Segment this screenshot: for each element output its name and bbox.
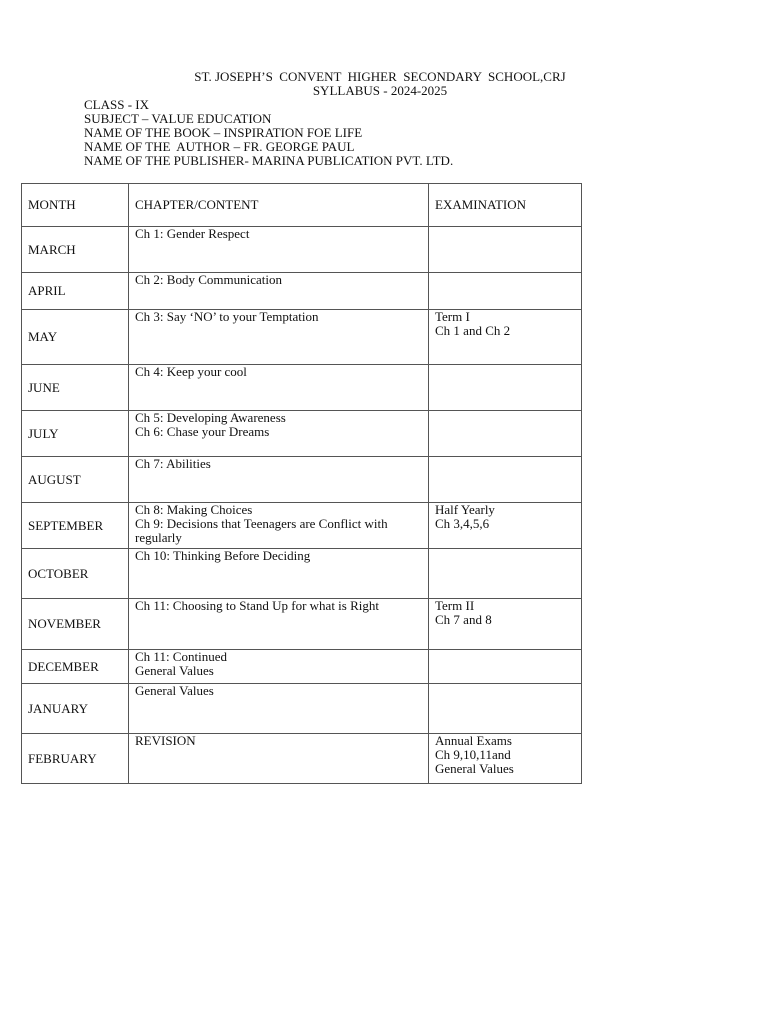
exam-cell xyxy=(429,684,582,734)
exam-line: Annual Exams xyxy=(435,733,512,748)
header-month: MONTH xyxy=(22,184,129,227)
content-cell xyxy=(129,273,429,310)
month-cell: JUNE xyxy=(22,365,129,411)
month-cell: OCTOBER xyxy=(22,549,129,599)
content-cell xyxy=(129,227,429,273)
chapter-line: REVISION xyxy=(135,733,196,748)
month-cell: JANUARY xyxy=(22,684,129,734)
table-row xyxy=(22,599,582,650)
month-cell: AUGUST xyxy=(22,457,129,503)
exam-line: General Values xyxy=(435,761,514,776)
header-exam: EXAMINATION xyxy=(429,184,582,227)
table-row xyxy=(22,365,582,411)
exam-line: Ch 7 and 8 xyxy=(435,612,492,627)
chapter-line: Ch 9: Decisions that Teenagers are Conflict with regularly xyxy=(135,516,388,545)
table-header-row xyxy=(22,184,582,227)
syllabus-year: SYLLABUS - 2024-2025 xyxy=(312,83,448,98)
table-row xyxy=(22,684,582,734)
chapter-line: Ch 4: Keep your cool xyxy=(135,364,247,379)
exam-line: Ch 1 and Ch 2 xyxy=(435,323,511,338)
month-cell: FEBRUARY xyxy=(22,734,129,784)
table-row xyxy=(22,227,582,273)
chapter-line: Ch 5: Developing Awareness xyxy=(135,410,286,425)
content-cell xyxy=(129,411,429,457)
exam-cell xyxy=(429,365,582,411)
month-cell: MARCH xyxy=(22,227,129,273)
subject-line: SUBJECT – VALUE EDUCATION xyxy=(84,111,272,126)
exam-line: Term I xyxy=(435,309,470,324)
chapter-line: Ch 10: Thinking Before Deciding xyxy=(135,548,311,563)
exam-cell xyxy=(429,734,582,784)
publisher-line: NAME OF THE PUBLISHER- MARINA PUBLICATION PVT. LTD. xyxy=(84,153,454,168)
chapter-line: General Values xyxy=(135,663,214,678)
syllabus-table xyxy=(21,183,582,784)
exam-cell xyxy=(429,411,582,457)
chapter-line: Ch 6: Chase your Dreams xyxy=(135,424,270,439)
month-cell: APRIL xyxy=(22,273,129,310)
content-cell xyxy=(129,734,429,784)
exam-line: Half Yearly xyxy=(435,502,495,517)
content-cell xyxy=(129,503,429,549)
month-cell: SEPTEMBER xyxy=(22,503,129,549)
exam-line: Ch 9,10,11and xyxy=(435,747,511,762)
table-row xyxy=(22,411,582,457)
content-cell xyxy=(129,457,429,503)
month-cell: NOVEMBER xyxy=(22,599,129,650)
exam-cell xyxy=(429,503,582,549)
chapter-line: Ch 11: Choosing to Stand Up for what is Right xyxy=(135,598,379,613)
content-cell xyxy=(129,310,429,365)
chapter-line: Ch 1: Gender Respect xyxy=(135,226,250,241)
class-line: CLASS - IX xyxy=(84,97,150,112)
exam-cell xyxy=(429,599,582,650)
table-row xyxy=(22,457,582,503)
author-line: NAME OF THE AUTHOR – FR. GEORGE PAUL xyxy=(84,139,355,154)
content-cell xyxy=(129,365,429,411)
content-cell xyxy=(129,599,429,650)
content-cell xyxy=(129,549,429,599)
exam-cell xyxy=(429,650,582,684)
book-line: NAME OF THE BOOK – INSPIRATION FOE LIFE xyxy=(84,125,363,140)
chapter-line: General Values xyxy=(135,683,214,698)
table-row xyxy=(22,549,582,599)
content-cell xyxy=(129,650,429,684)
chapter-line: Ch 11: Continued xyxy=(135,649,227,664)
school-title: ST. JOSEPH’S CONVENT HIGHER SECONDARY SCHOOL,CRJ xyxy=(194,69,566,84)
table-row xyxy=(22,310,582,365)
exam-cell xyxy=(429,549,582,599)
table-row xyxy=(22,650,582,684)
chapter-line: Ch 2: Body Communication xyxy=(135,272,282,287)
exam-line: Term II xyxy=(435,598,475,613)
table-row xyxy=(22,503,582,549)
exam-cell xyxy=(429,273,582,310)
exam-cell xyxy=(429,457,582,503)
month-cell: DECEMBER xyxy=(22,650,129,684)
content-cell xyxy=(129,684,429,734)
month-cell: MAY xyxy=(22,310,129,365)
month-cell: JULY xyxy=(22,411,129,457)
exam-cell xyxy=(429,227,582,273)
exam-line: Ch 3,4,5,6 xyxy=(435,516,490,531)
chapter-line: Ch 8: Making Choices xyxy=(135,502,253,517)
exam-cell xyxy=(429,310,582,365)
table-row xyxy=(22,273,582,310)
table-row xyxy=(22,734,582,784)
chapter-line: Ch 3: Say ‘NO’ to your Temptation xyxy=(135,309,319,324)
header-content: CHAPTER/CONTENT xyxy=(129,184,429,227)
chapter-line: Ch 7: Abilities xyxy=(135,456,211,471)
